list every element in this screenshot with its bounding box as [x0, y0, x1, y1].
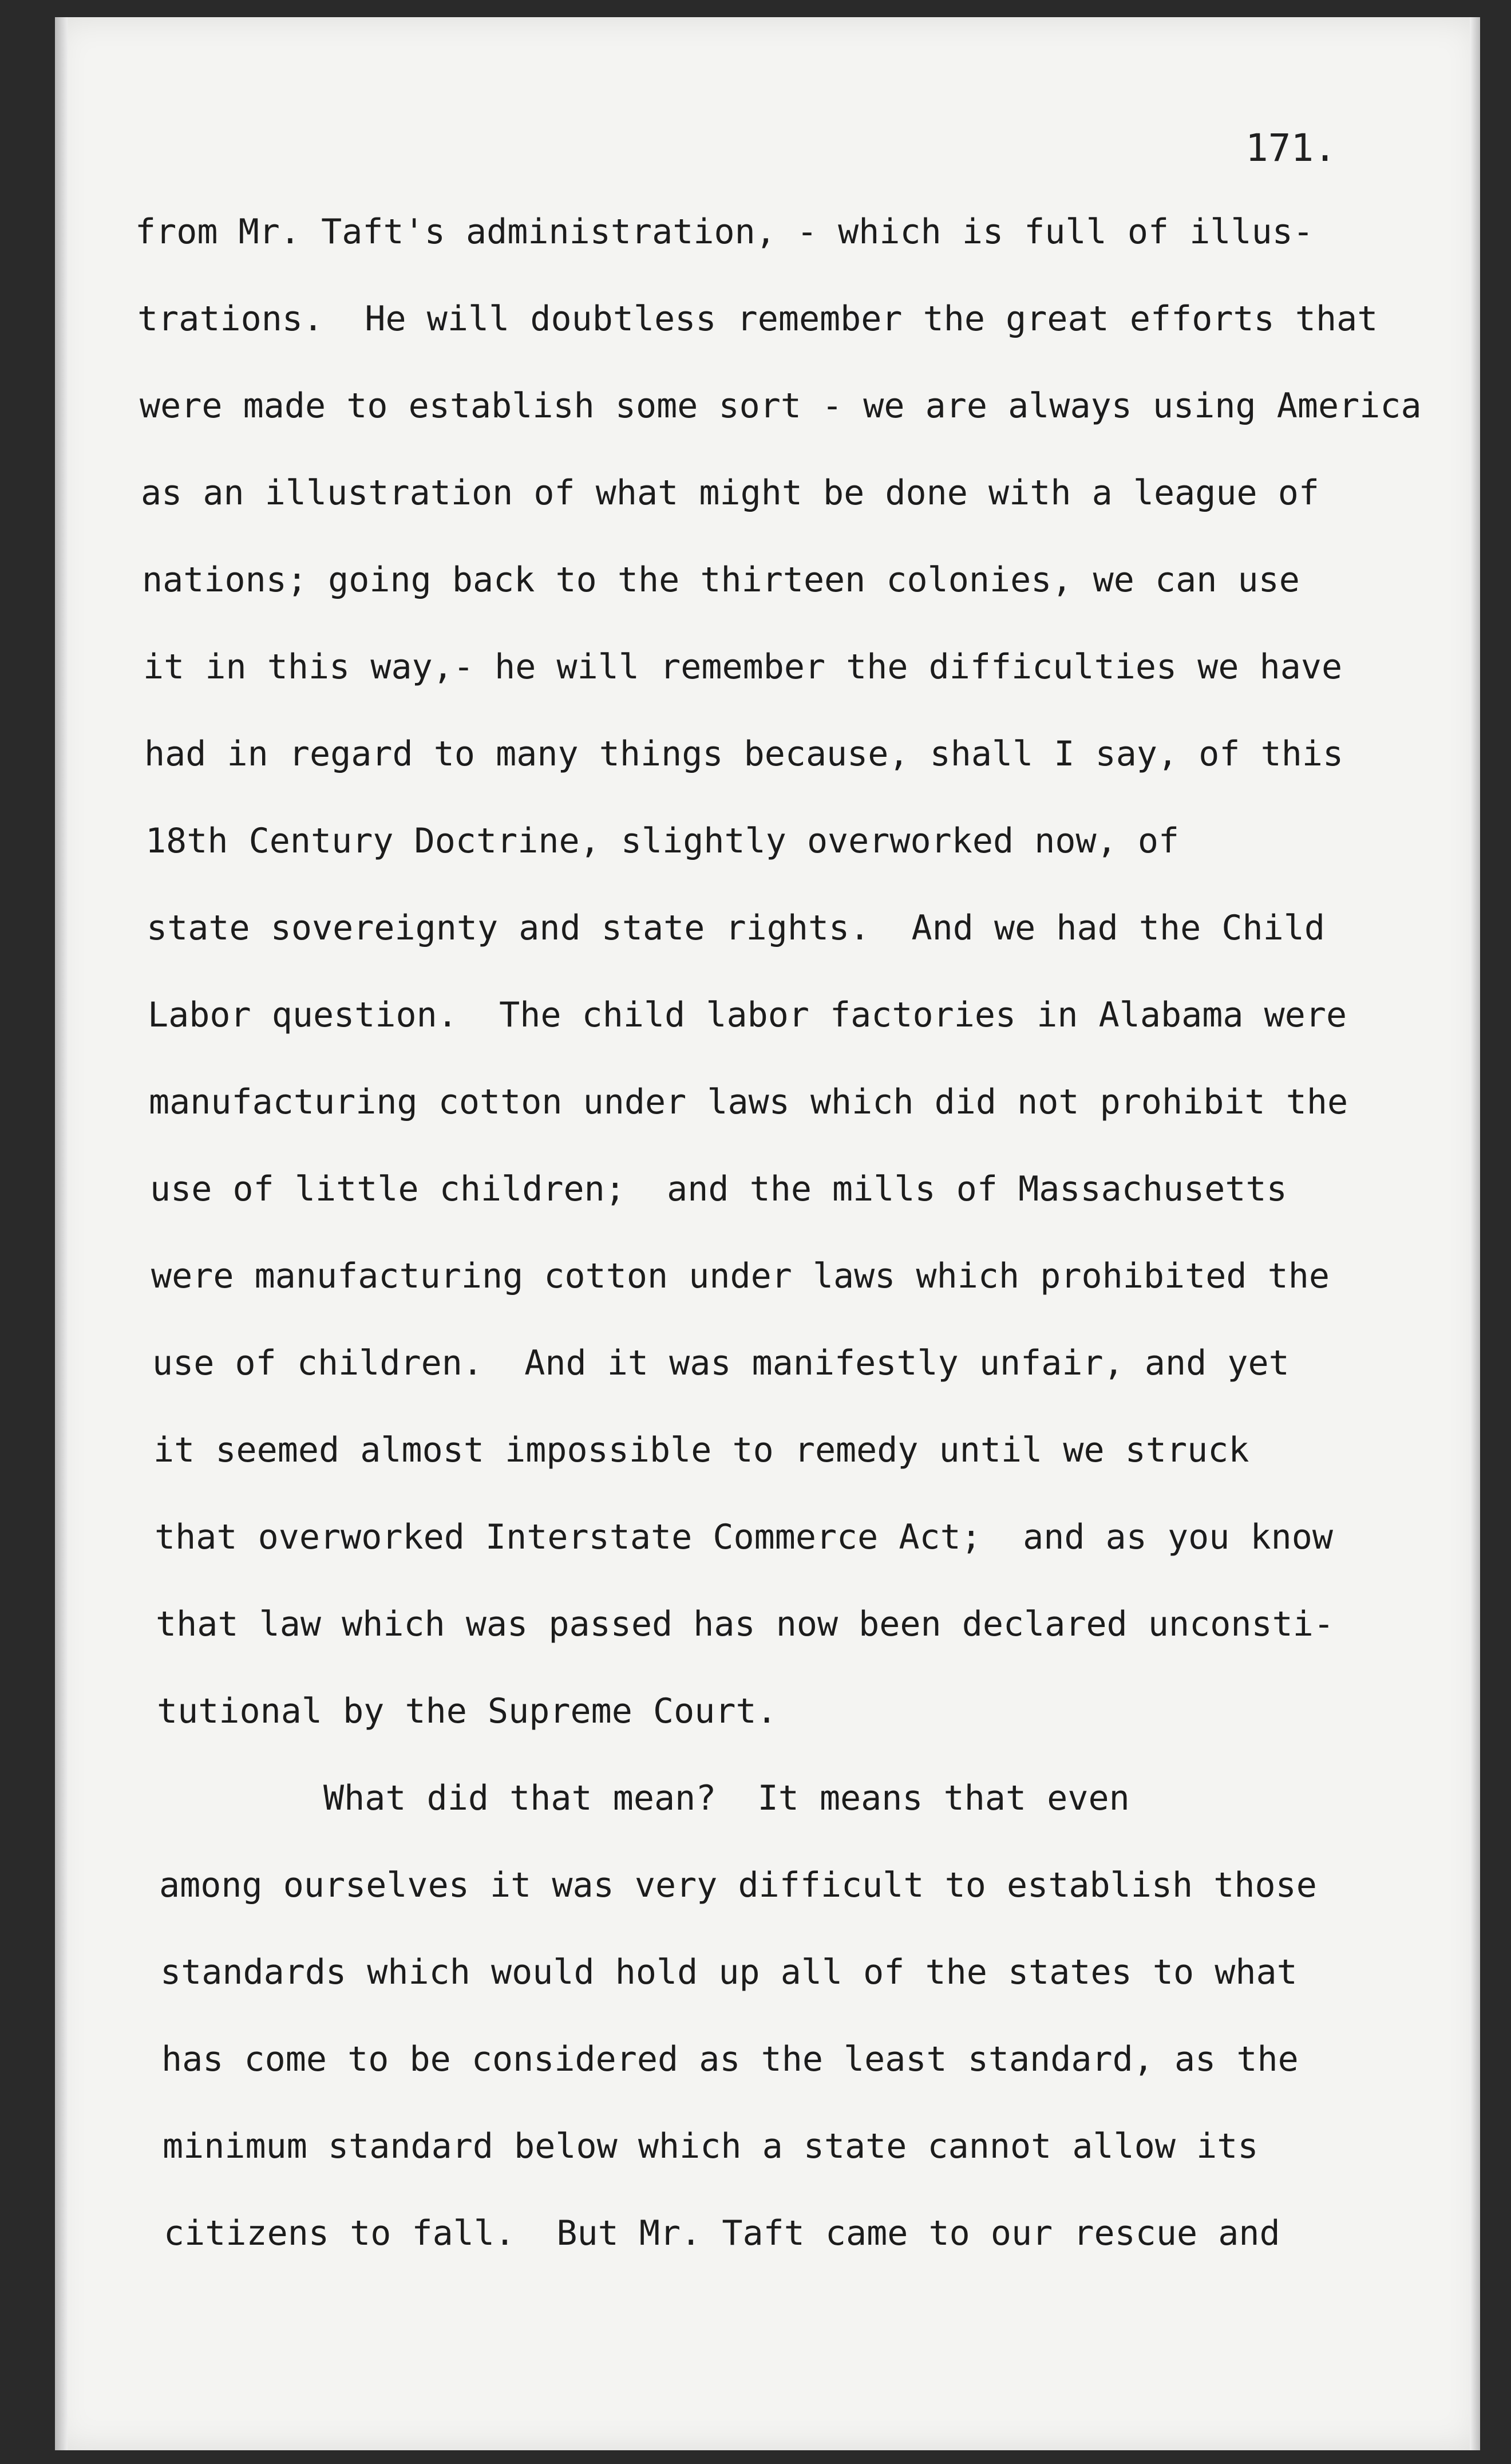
text-line: 18th Century Doctrine, slightly overworked now, of [145, 821, 1180, 861]
text-line: it seemed almost impossible to remedy until we struck [153, 1430, 1249, 1470]
text-line: standards which would hold up all of the states to what [160, 1952, 1298, 1992]
text-line: citizens to fall. But Mr. Taft came to our rescue and [164, 2213, 1280, 2253]
page-left-edge [55, 17, 68, 2450]
text-line: among ourselves it was very difficult to establish those [159, 1865, 1317, 1905]
text-line: nations; going back to the thirteen colonies, we can use [142, 560, 1300, 600]
text-line: were made to establish some sort - we are always using America [140, 386, 1422, 426]
text-line: had in regard to many things because, shall I say, of this [144, 734, 1344, 774]
document-page [55, 17, 1480, 2450]
text-line: that overworked Interstate Commerce Act; and as you know [155, 1517, 1334, 1557]
text-line: from Mr. Taft's administration, - which is full of illus- [135, 212, 1314, 252]
text-line: What did that mean? It means that even [158, 1778, 1130, 1818]
text-line: tutional by the Supreme Court. [157, 1691, 777, 1731]
text-line: were manufacturing cotton under laws which prohibited the [151, 1256, 1330, 1296]
text-line: minimum standard below which a state cannot allow its [163, 2126, 1259, 2166]
page-right-edge [1470, 17, 1480, 2450]
text-line: trations. He will doubtless remember the great efforts that [137, 299, 1378, 339]
text-line: use of children. And it was manifestly unfair, and yet [152, 1343, 1290, 1383]
text-line: Labor question. The child labor factories in Alabama were [148, 995, 1347, 1035]
page-number: 171. [1245, 126, 1336, 170]
text-line: that law which was passed has now been declared unconsti- [156, 1604, 1335, 1644]
text-line: has come to be considered as the least standard, as the [161, 2039, 1299, 2079]
text-line: it in this way,- he will remember the difficulties we have [143, 647, 1343, 687]
text-line: use of little children; and the mills of Massachusetts [150, 1169, 1287, 1209]
text-line: as an illustration of what might be done with a league of [141, 473, 1320, 513]
text-line: manufacturing cotton under laws which did not prohibit the [149, 1082, 1348, 1122]
text-line: state sovereignty and state rights. And we had the Child [147, 908, 1326, 948]
